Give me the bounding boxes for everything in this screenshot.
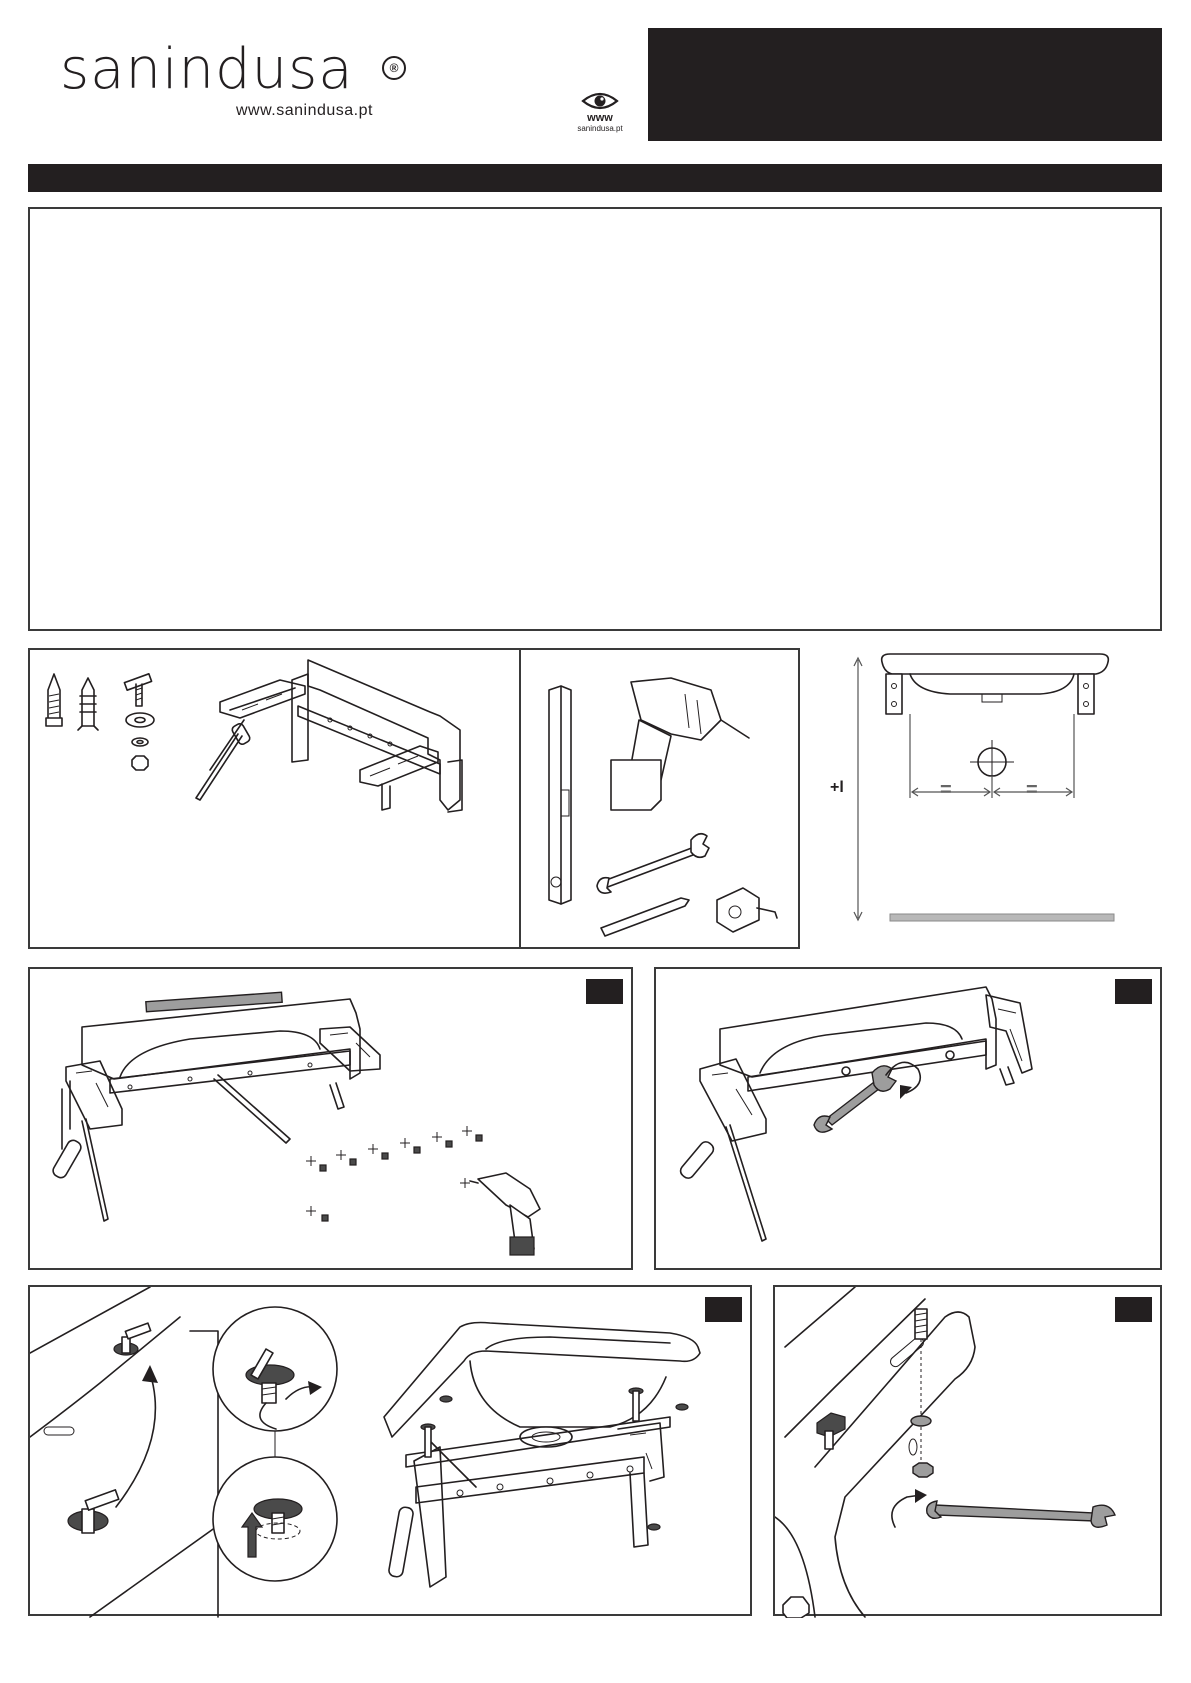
step-4-panel [773,1285,1162,1616]
tools-panel [519,648,800,949]
instructions-text-panel [28,207,1162,631]
web-icon-label: www [587,112,613,124]
product-title-block [648,28,1162,141]
wall-drill-marks [306,1126,482,1221]
pencil-tool [601,898,689,936]
basin-dimension-drawing [820,648,1160,948]
registered-mark: ® [382,56,406,80]
wrench-tool [597,834,709,893]
step-2-illustration [656,969,1164,1272]
step-2-panel [654,967,1162,1270]
dimension-diagram [820,648,1160,948]
spirit-level-tool [549,686,571,904]
tape-measure-tool [717,888,777,932]
step-4-illustration [775,1287,1164,1618]
detail-circle-bottom [213,1457,337,1581]
tools-illustration [521,650,802,951]
tighten-arrow-icon [892,1489,927,1527]
step-3-illustration [30,1287,754,1618]
bolt-washer-nut-parts [124,674,154,770]
section-header-bar [28,164,1162,192]
equal-spacing-left: = [940,779,952,801]
web-icon-domain: sanindusa.pt [577,124,623,133]
step-1-drill [470,1173,540,1255]
eye-icon [580,90,620,112]
parts-illustration [30,650,523,951]
height-dimension-label: +l [830,779,844,796]
wall-plug-part [78,678,98,730]
basin-side-closeup [775,1287,975,1618]
screw-part [46,674,62,726]
parts-panel [28,648,521,949]
floor-line [890,914,1114,921]
basin-on-frame [384,1323,700,1588]
brand-wordmark: sanindusa [60,37,354,102]
support-frame-part [196,660,462,812]
basin-underside-closeup [30,1287,230,1617]
drill-tool [611,678,749,810]
detail-circle-top [213,1307,337,1457]
step-1-panel [28,967,633,1270]
step-2-wrench [814,1066,896,1132]
step-3-panel [28,1285,752,1616]
brand-url[interactable]: www.sanindusa.pt [236,102,373,119]
equal-spacing-right: = [1026,779,1038,801]
web-icon-block[interactable] [570,90,630,133]
frame-with-level [51,992,380,1221]
step-4-wrench [927,1501,1115,1527]
frame-wall-mounted [678,987,1032,1241]
step-1-illustration [30,969,635,1272]
